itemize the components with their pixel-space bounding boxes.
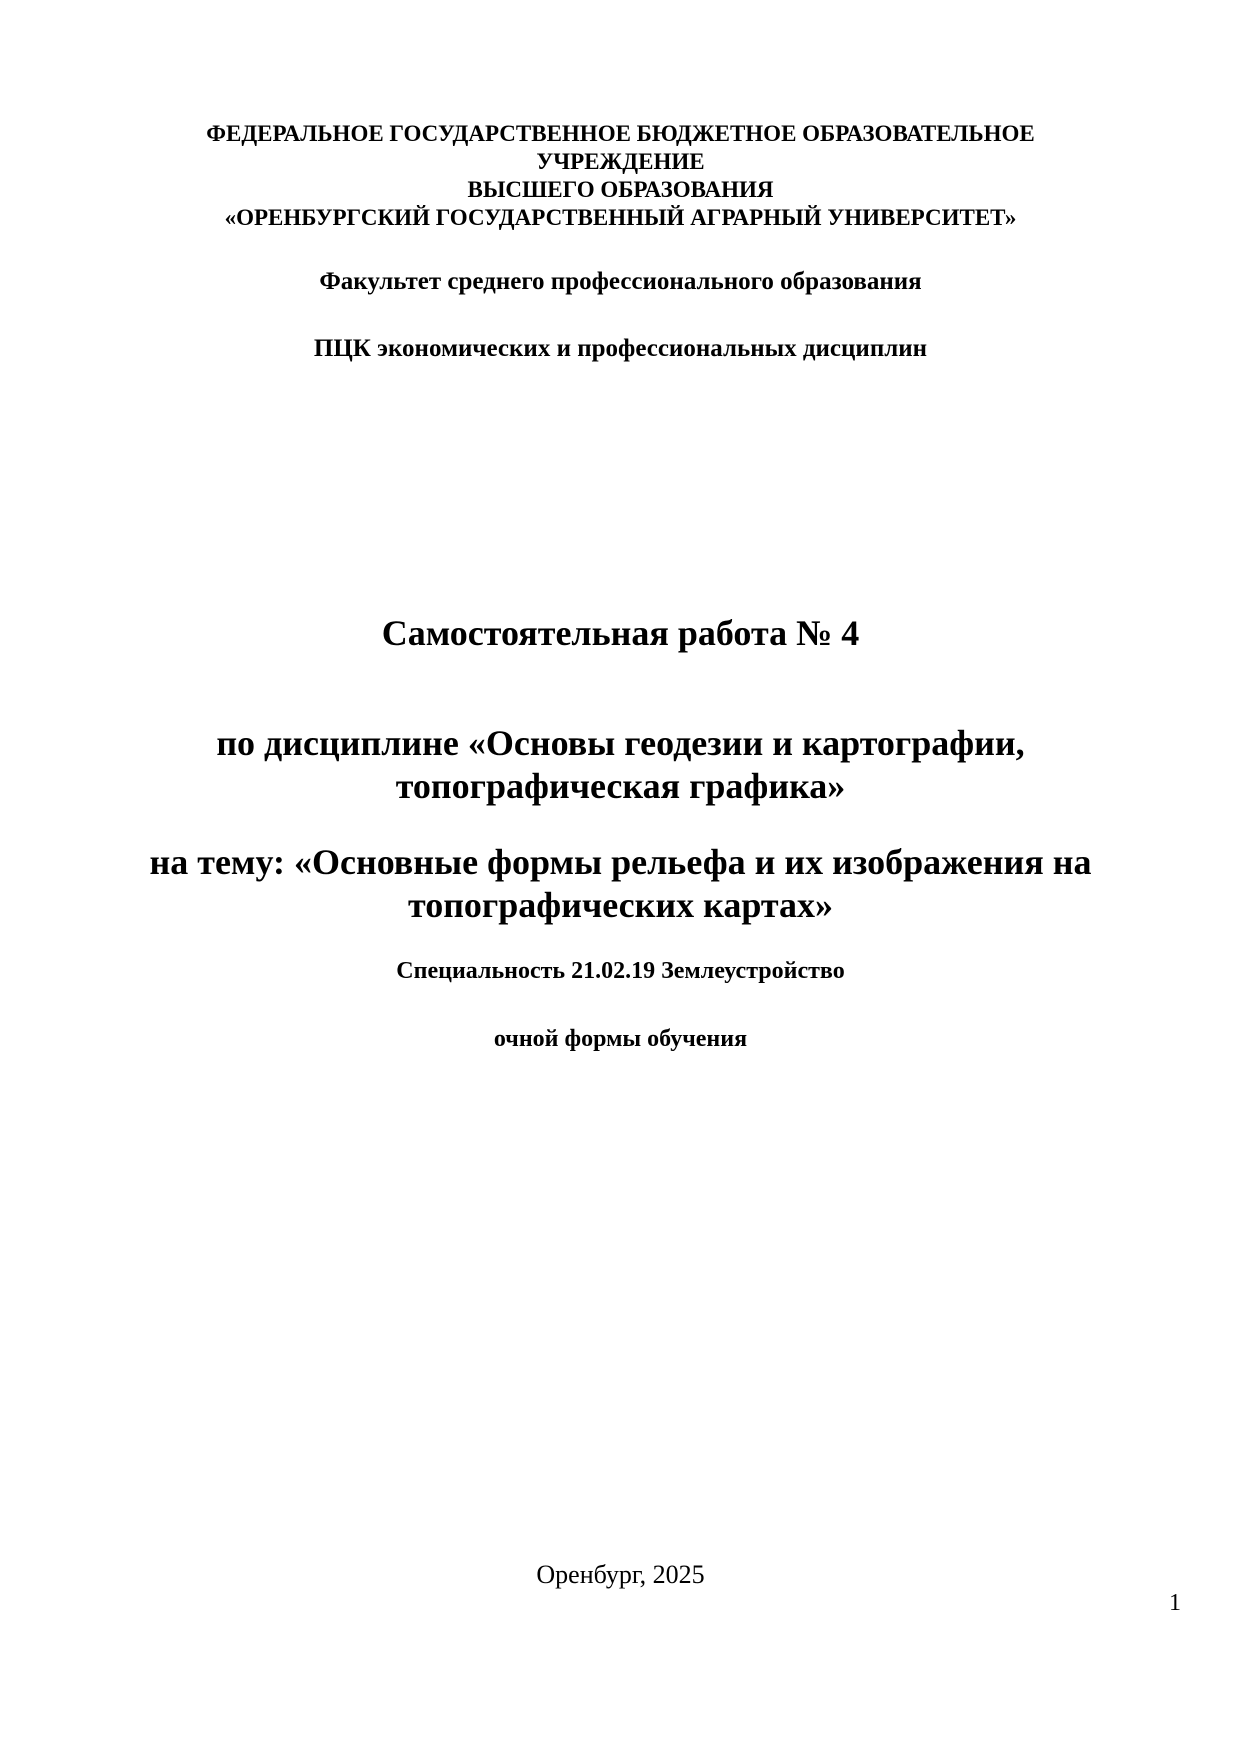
study-form: очной формы обучения — [493, 1026, 748, 1052]
topic-line-2: топографических картах» — [407, 885, 834, 925]
discipline-line-1: по дисциплине «Основы геодезии и картографии, — [216, 723, 1025, 763]
org-line-2: УЧРЕЖДЕНИЕ — [536, 149, 705, 174]
org-line-1: ФЕДЕРАЛЬНОЕ ГОСУДАРСТВЕННОЕ БЮДЖЕТНОЕ ОБРАЗОВАТЕЛЬНОЕ — [206, 121, 1035, 146]
specialty: Специальность 21.02.19 Землеустройство — [396, 958, 845, 984]
department-name: ПЦК экономических и профессиональных дисциплин — [313, 335, 928, 362]
work-title: Самостоятельная работа № 4 — [381, 613, 860, 653]
faculty-name: Факультет среднего профессионального образования — [319, 268, 922, 295]
topic-line-1: на тему: «Основные формы рельефа и их изображения на — [149, 842, 1092, 882]
discipline-line-2: топографическая графика» — [395, 766, 846, 806]
org-line-4: «ОРЕНБУРГСКИЙ ГОСУДАРСТВЕННЫЙ АГРАРНЫЙ УНИВЕРСИТЕТ» — [224, 205, 1017, 230]
page-number: 1 — [1169, 1590, 1181, 1616]
city-year: Оренбург, 2025 — [536, 1560, 705, 1589]
org-line-3: ВЫСШЕГО ОБРАЗОВАНИЯ — [467, 177, 774, 202]
